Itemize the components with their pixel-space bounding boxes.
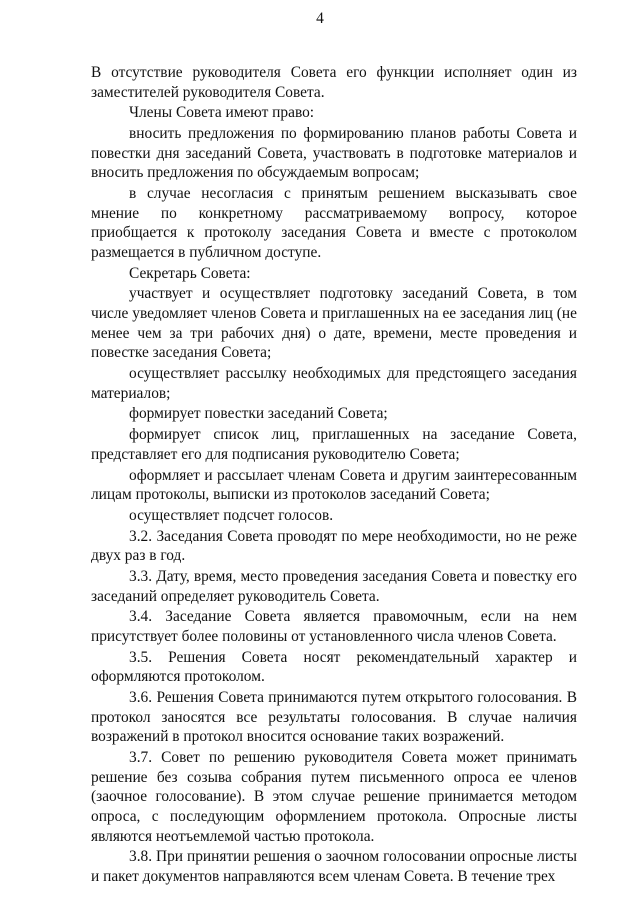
document-body: [91, 63, 577, 888]
page-number: 4: [316, 10, 324, 27]
paragraph: 3.6. Решения Совета принимаются путем открытого голосования. В протокол заносятся все результаты голосования. В случае наличия возражений в протокол вносится основание таких возражений.: [91, 689, 577, 746]
paragraph: 3.4. Заседание Совета является правомочным, если на нем присутствует более половины от установленного числа членов Совета.: [91, 608, 577, 646]
paragraph: вносить предложения по формированию планов работы Совета и повестки дня заседаний Совета, участвовать в подготовке материалов и вносить предложения по обсуждаемым вопросам;: [91, 125, 577, 182]
paragraph: 3.2. Заседания Совета проводят по мере необходимости, но не реже двух раз в год.: [91, 527, 577, 565]
paragraph: в случае несогласия с принятым решением высказывать свое мнение по конкретному рассматриваемому вопросу, которое приобщается к протоколу заседания Совета и вместе с протоколом размещается в публичном доступе.: [91, 185, 577, 261]
paragraph: 3.5. Решения Совета носят рекомендательный характер и оформляются протоколом.: [91, 648, 577, 686]
paragraph: 3.8. При принятии решения о заочном голосовании опросные листы и пакет документов направляются всем членам Совета. В течение трех: [91, 848, 577, 885]
paragraph: В отсутствие руководителя Совета его функции исполняет один из заместителей руководителя Совета.: [91, 64, 577, 101]
paragraph: 3.7. Совет по решению руководителя Совета может принимать решение без созыва собрания путем письменного опроса ее членов (заочное голосование). В этом случае решение принимается методом опроса, с последующим оформлением протокола. Опросные листы являются неотъемлемой частью протокола.: [91, 749, 577, 845]
paragraph: осуществляет подсчет голосов.: [129, 506, 334, 524]
paragraph: формирует список лиц, приглашенных на заседание Совета, представляет его для подписания руководителю Совета;: [91, 426, 577, 463]
paragraph: формирует повестки заседаний Совета;: [129, 405, 388, 423]
paragraph: участвует и осуществляет подготовку заседаний Совета, в том числе уведомляет членов Совета и приглашенных на ее заседания лиц (не менее чем за три рабочих дня) о дате, времени, месте проведения и повестке заседания Совета;: [91, 285, 577, 362]
paragraph: осуществляет рассылку необходимых для предстоящего заседания материалов;: [91, 365, 577, 402]
paragraph: 3.3. Дату, время, место проведения заседания Совета и повестку его заседаний определяет руководитель Совета.: [91, 568, 577, 605]
paragraph: оформляет и рассылает членам Совета и другим заинтересованным лицам протоколы, выписки из протоколов заседаний Совета;: [91, 466, 577, 504]
paragraph: Секретарь Совета:: [129, 264, 251, 282]
paragraph: Члены Совета имеют право:: [129, 104, 315, 122]
